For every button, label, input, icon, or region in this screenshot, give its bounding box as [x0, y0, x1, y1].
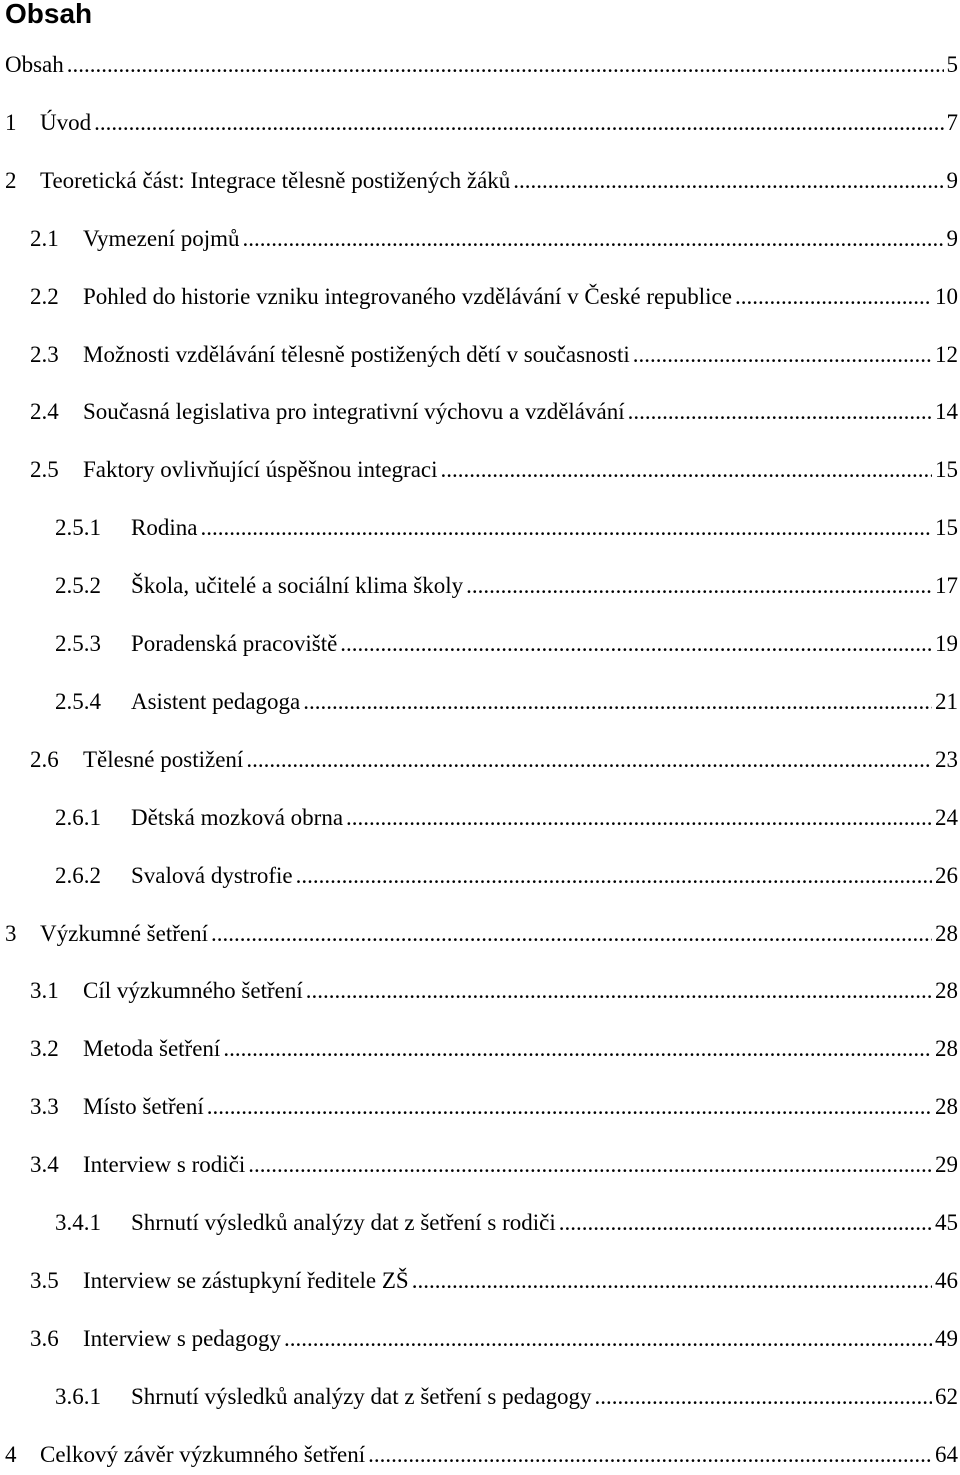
dot-leader	[340, 624, 932, 664]
dot-leader	[94, 103, 943, 143]
toc-entry-page-number: 49	[935, 1319, 960, 1359]
dot-leader	[306, 971, 932, 1011]
toc-entry-number: 2.3	[30, 335, 83, 375]
toc-entry-title: Obsah	[5, 45, 64, 85]
toc-entry[interactable]	[0, 45, 960, 85]
toc-entry-title: Rodina	[131, 508, 197, 548]
toc-entry-title: Poradenská pracoviště	[131, 624, 337, 664]
toc-entry-number: 2.5.4	[55, 682, 131, 722]
dot-leader	[628, 392, 932, 432]
dot-leader	[368, 1435, 932, 1475]
dot-leader	[246, 740, 932, 780]
toc-entry-page-number: 64	[935, 1435, 960, 1475]
toc-entry-page-number: 29	[935, 1145, 960, 1185]
toc-entry[interactable]	[0, 277, 960, 317]
toc-entry[interactable]	[0, 219, 960, 259]
toc-entry-title: Celkový závěr výzkumného šetření	[40, 1435, 365, 1475]
toc-entry[interactable]	[0, 1319, 960, 1359]
toc-entry-title: Škola, učitelé a sociální klima školy	[131, 566, 463, 606]
toc-entry-number: 3.5	[30, 1261, 83, 1301]
toc-entry[interactable]	[0, 161, 960, 201]
toc-entry-number: 4	[0, 1435, 40, 1475]
dot-leader	[633, 335, 932, 375]
toc-entry-number: 3.1	[30, 971, 83, 1011]
dot-leader	[595, 1377, 932, 1417]
toc-entry-number: 2.6	[30, 740, 83, 780]
toc-entry-page-number: 14	[935, 392, 960, 432]
toc-entry[interactable]	[0, 508, 960, 548]
dot-leader	[303, 682, 932, 722]
dot-leader	[346, 798, 932, 838]
toc-entry[interactable]	[0, 914, 960, 954]
toc-entry[interactable]	[0, 856, 960, 896]
toc-entry[interactable]	[0, 1203, 960, 1243]
toc-entry-page-number: 15	[935, 450, 960, 490]
toc-entry-page-number: 28	[935, 971, 960, 1011]
toc-entry-title: Interview s pedagogy	[83, 1319, 281, 1359]
dot-leader	[735, 277, 932, 317]
toc-entry-title: Místo šetření	[83, 1087, 204, 1127]
toc-entry[interactable]	[0, 624, 960, 664]
toc-entry[interactable]	[0, 1029, 960, 1069]
page-title: Obsah	[5, 0, 92, 32]
dot-leader	[513, 161, 943, 201]
toc-entry-page-number: 28	[935, 1029, 960, 1069]
dot-leader	[441, 450, 932, 490]
toc-entry[interactable]	[0, 1261, 960, 1301]
toc-entry-number: 2.2	[30, 277, 83, 317]
dot-leader	[466, 566, 932, 606]
toc-entry-title: Úvod	[40, 103, 91, 143]
toc-entry[interactable]	[0, 392, 960, 432]
toc-entry-number: 3.6.1	[55, 1377, 131, 1417]
toc-entry[interactable]	[0, 740, 960, 780]
toc-entry-page-number: 9	[947, 161, 960, 201]
toc-entry-page-number: 12	[935, 335, 960, 375]
toc-entry-number: 3.2	[30, 1029, 83, 1069]
dot-leader	[248, 1145, 932, 1185]
toc-entry-number: 3.6	[30, 1319, 83, 1359]
toc-entry-title: Tělesné postižení	[83, 740, 243, 780]
dot-leader	[296, 856, 932, 896]
toc-entry[interactable]	[0, 1377, 960, 1417]
toc-entry-number: 2.5.2	[55, 566, 131, 606]
dot-leader	[200, 508, 932, 548]
toc-entry-page-number: 28	[935, 1087, 960, 1127]
toc-entry-page-number: 19	[935, 624, 960, 664]
toc-entry-title: Pohled do historie vzniku integrovaného vzdělávání v České republice	[83, 277, 732, 317]
toc-entry-title: Teoretická část: Integrace tělesně postižených žáků	[40, 161, 510, 201]
toc-entry[interactable]	[0, 971, 960, 1011]
toc-entry-page-number: 26	[935, 856, 960, 896]
dot-leader	[67, 45, 944, 85]
toc-entry-title: Metoda šetření	[83, 1029, 220, 1069]
toc-entry[interactable]	[0, 1087, 960, 1127]
toc-entry-title: Výzkumné šetření	[40, 914, 208, 954]
toc-entry-page-number: 9	[947, 219, 960, 259]
toc-entry-title: Shrnutí výsledků analýzy dat z šetření s pedagogy	[131, 1377, 592, 1417]
dot-leader	[211, 914, 932, 954]
toc-entry-title: Shrnutí výsledků analýzy dat z šetření s rodiči	[131, 1203, 556, 1243]
dot-leader	[243, 219, 944, 259]
toc-entry-page-number: 28	[935, 914, 960, 954]
toc-entry-title: Možnosti vzdělávání tělesně postižených dětí v současnosti	[83, 335, 630, 375]
dot-leader	[223, 1029, 932, 1069]
toc-entry-title: Vymezení pojmů	[83, 219, 240, 259]
toc-entry-page-number: 45	[935, 1203, 960, 1243]
toc-entry-title: Interview se zástupkyní ředitele ZŠ	[83, 1261, 409, 1301]
toc-entry-page-number: 21	[935, 682, 960, 722]
toc-entry-number: 2.1	[30, 219, 83, 259]
toc-entry-page-number: 10	[935, 277, 960, 317]
toc-entry-page-number: 15	[935, 508, 960, 548]
toc-entry-number: 2.5	[30, 450, 83, 490]
toc-entry-title: Cíl výzkumného šetření	[83, 971, 303, 1011]
toc-entry-number: 3	[0, 914, 40, 954]
toc-entry-number: 3.4	[30, 1145, 83, 1185]
toc-entry-page-number: 62	[935, 1377, 960, 1417]
toc-entry[interactable]	[0, 450, 960, 490]
dot-leader	[412, 1261, 932, 1301]
toc-entry-title: Faktory ovlivňující úspěšnou integraci	[83, 450, 438, 490]
toc-entry[interactable]	[0, 566, 960, 606]
toc-entry-title: Současná legislativa pro integrativní výchovu a vzdělávání	[83, 392, 625, 432]
toc-entry[interactable]	[0, 1145, 960, 1185]
toc-entry[interactable]	[0, 682, 960, 722]
toc-entry-number: 2.5.1	[55, 508, 131, 548]
dot-leader	[284, 1319, 932, 1359]
toc-entry-number: 1	[0, 103, 40, 143]
toc-entry-number: 3.3	[30, 1087, 83, 1127]
toc-entry-title: Interview s rodiči	[83, 1145, 245, 1185]
dot-leader	[207, 1087, 932, 1127]
dot-leader	[559, 1203, 932, 1243]
toc-entry-title: Asistent pedagoga	[131, 682, 300, 722]
toc-entry[interactable]	[0, 798, 960, 838]
toc-entry-number: 2.6.2	[55, 856, 131, 896]
toc-entry-number: 2	[0, 161, 40, 201]
toc-entry-number: 2.6.1	[55, 798, 131, 838]
toc-entry-page-number: 5	[947, 45, 960, 85]
toc-entry-number: 2.5.3	[55, 624, 131, 664]
toc-entry[interactable]	[0, 335, 960, 375]
toc-entry-number: 3.4.1	[55, 1203, 131, 1243]
toc-entry-page-number: 46	[935, 1261, 960, 1301]
toc-entry-page-number: 24	[935, 798, 960, 838]
toc-entry-title: Dětská mozková obrna	[131, 798, 343, 838]
toc-entry-number: 2.4	[30, 392, 83, 432]
toc-entry-page-number: 7	[947, 103, 960, 143]
toc-entry-page-number: 23	[935, 740, 960, 780]
toc-entry[interactable]	[0, 103, 960, 143]
toc-entry-page-number: 17	[935, 566, 960, 606]
toc-entry-title: Svalová dystrofie	[131, 856, 293, 896]
toc-entry[interactable]	[0, 1435, 960, 1475]
